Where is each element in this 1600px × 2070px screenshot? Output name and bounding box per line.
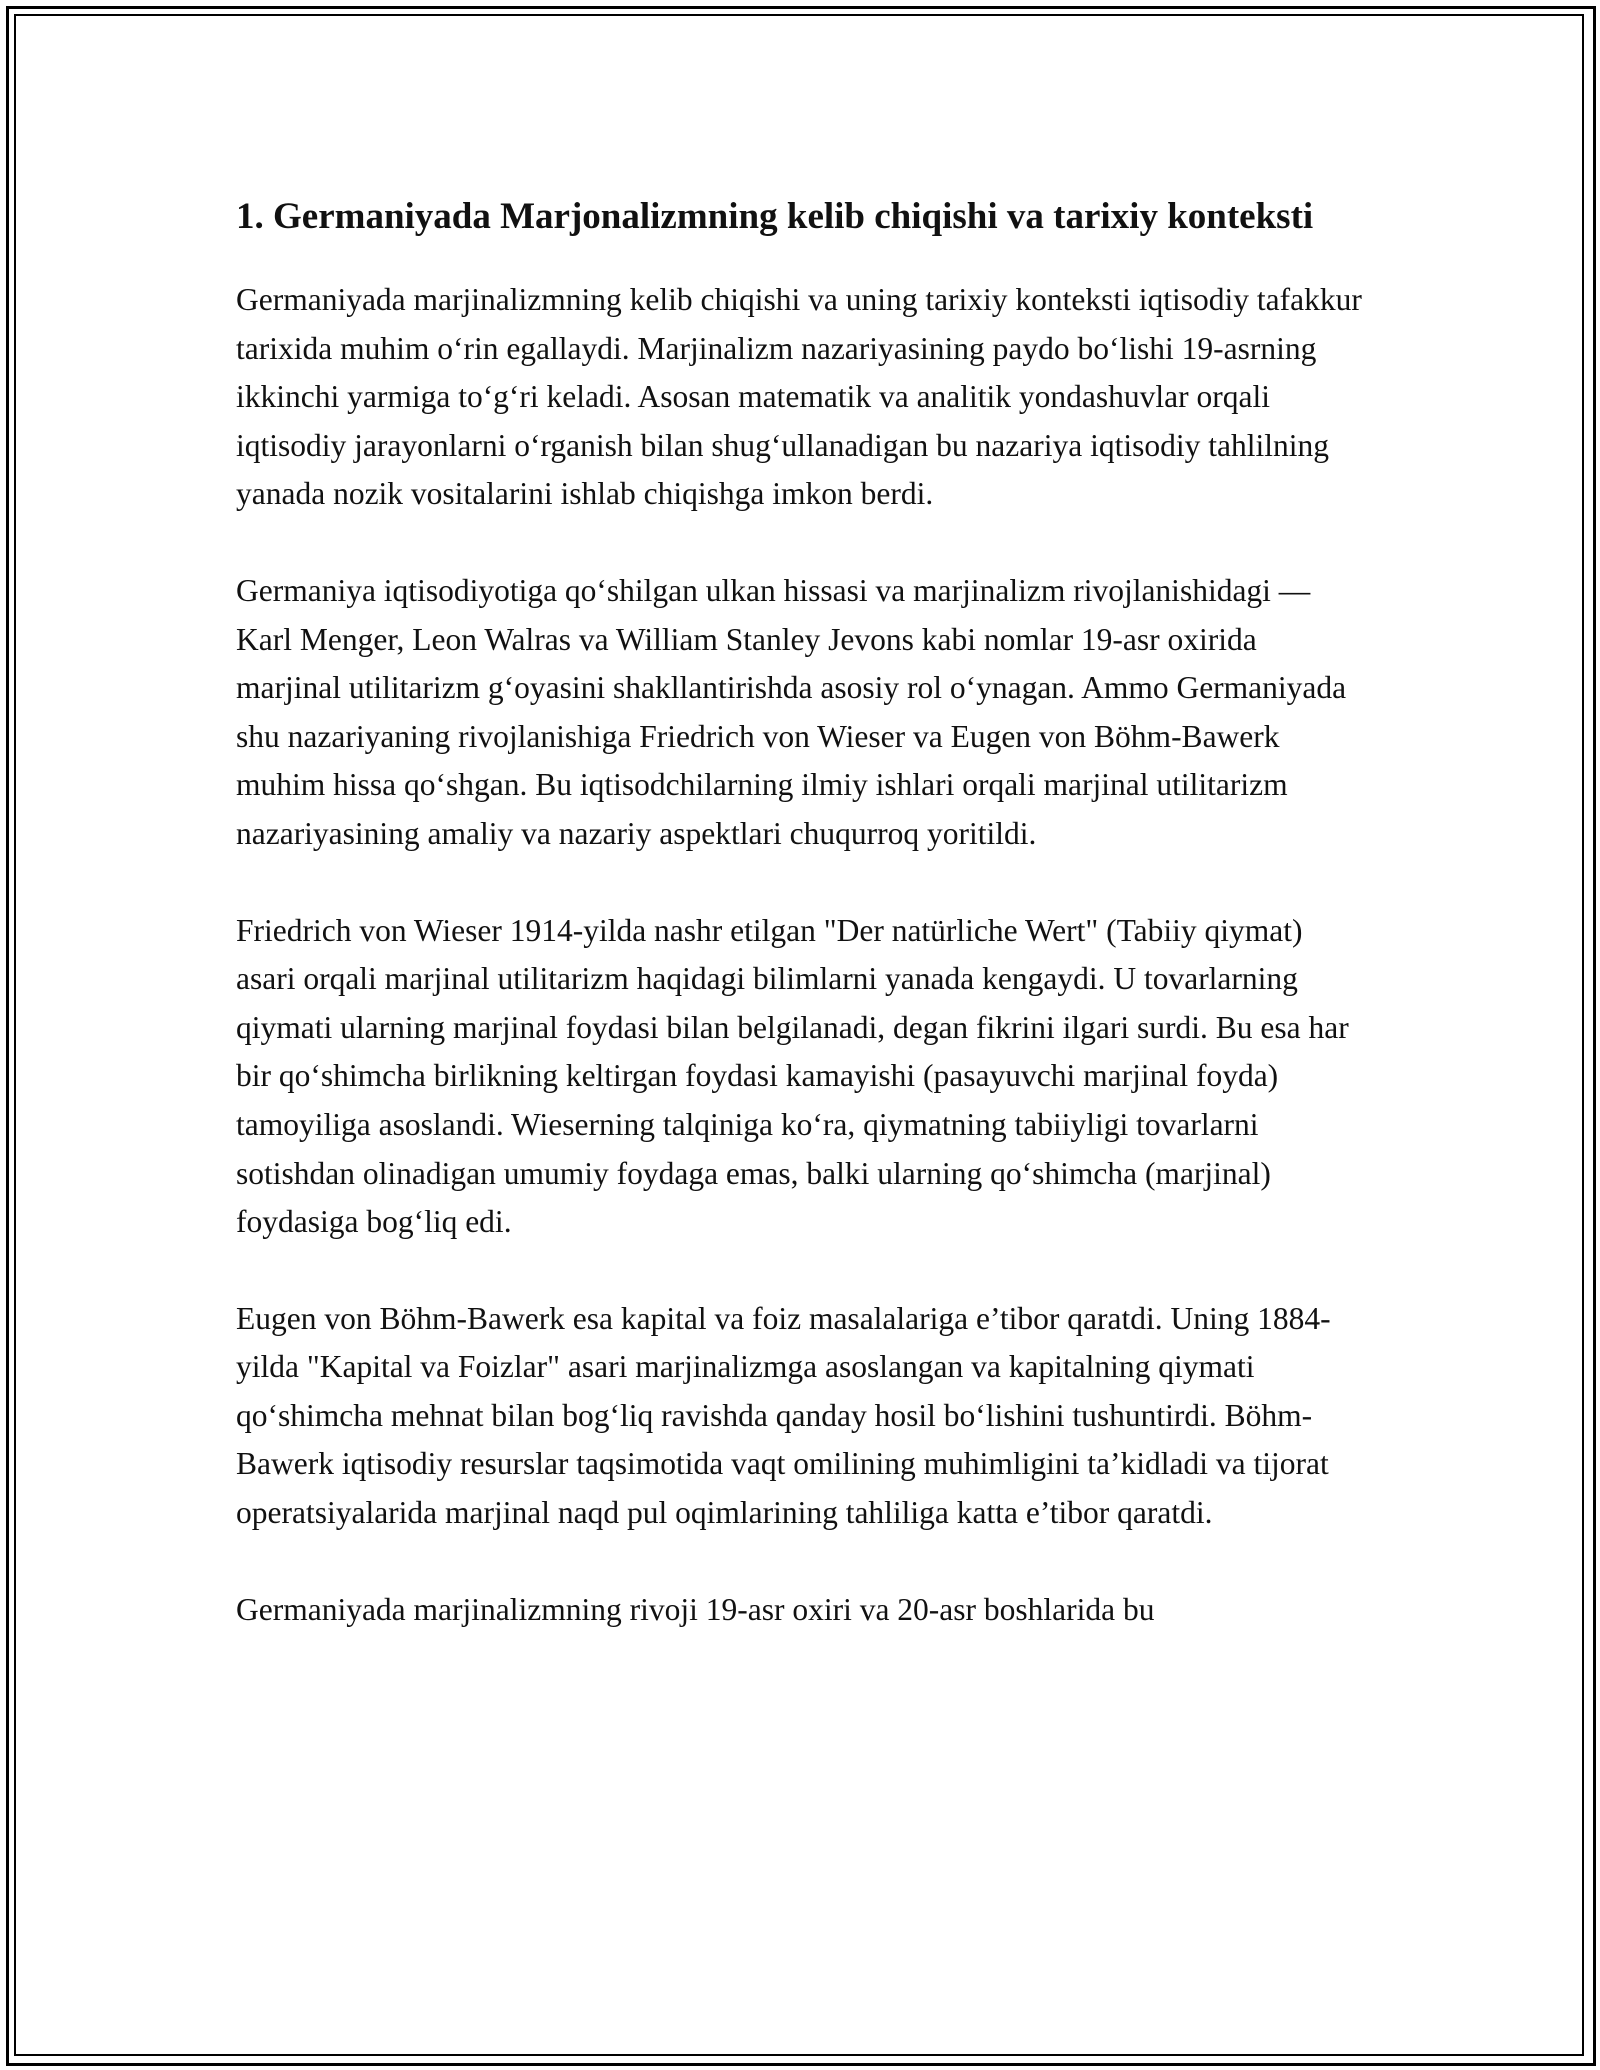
paragraph-4: Eugen von Böhm-Bawerk esa kapital va foiz masalalariga e’tibor qaratdi. Uning 1884-yilda "Kapital va Foizlar" asari marjinalizmga asoslangan va kapitalning qiymati qo‘shimcha mehnat bilan bog‘liq ravishda qanday hosil bo‘lishini tushuntirdi. Böhm-Bawerk iqtisodiy resurslar taqsimotida vaqt omilining muhimligini ta’kidladi va tijorat operatsiyalarida marjinal naqd pul oqimlarining tahliliga katta e’tibor qaratdi.	[236, 1300, 1331, 1531]
section-heading: 1. Germaniyada Marjonalizmning kelib chiqishi va tarixiy konteksti	[236, 196, 1314, 237]
paragraph-3: Friedrich von Wieser 1914-yilda nashr etilgan "Der natürliche Wert" (Tabiiy qiymat) asari orqali marjinal utilitarizm haqidagi bilimlarni yanada kengaydi. U tovarlarning qiymati ularning marjinal foydasi bilan belgilanadi, degan fikrini ilgari surdi. Bu esa har bir qo‘shimcha birlikning keltirgan foydasi kamayishi (pasayuvchi marjinal foyda) tamoyiliga asoslandi. Wieserning talqiniga ko‘ra, qiymatning tabiiyligi tovarlarni sotishdan olinadigan umumiy foydaga emas, balki ularning qo‘shimcha (marjinal) foydasiga bog‘liq edi.	[236, 912, 1349, 1240]
paragraph-1: Germaniyada marjinalizmning kelib chiqishi va uning tarixiy konteksti iqtisodiy tafakkur tarixida muhim o‘rin egallaydi. Marjinalizm nazariyasining paydo bo‘lishi 19-asrning ikkinchi yarmiga to‘g‘ri keladi. Asosan matematik va analitik yondashuvlar orqali iqtisodiy jarayonlarni o‘rganish bilan shug‘ullanadigan bu nazariya iqtisodiy tahlilning yanada nozik vositalarini ishlab chiqishga imkon berdi.	[236, 282, 1362, 512]
document-body	[236, 190, 1366, 1682]
paragraph-2: Germaniya iqtisodiyotiga qo‘shilgan ulkan hissasi va marjinalizm rivojlanishidagi — Karl Menger, Leon Walras va William Stanley Jevons kabi nomlar 19-asr oxirida marjinal utilitarizm g‘oyasini shakllantirishda asosiy rol o‘ynagan. Ammo Germaniyada shu nazariyaning rivojlanishiga Friedrich von Wieser va Eugen von Böhm-Bawerk muhim hissa qo‘shgan. Bu iqtisodchilarning ilmiy ishlari orqali marjinal utilitarizm nazariyasining amaliy va nazariy aspektlari chuqurroq yoritildi.	[236, 572, 1347, 851]
paragraph-5: Germaniyada marjinalizmning rivoji 19-asr oxiri va 20-asr boshlarida bu	[236, 1591, 1155, 1627]
